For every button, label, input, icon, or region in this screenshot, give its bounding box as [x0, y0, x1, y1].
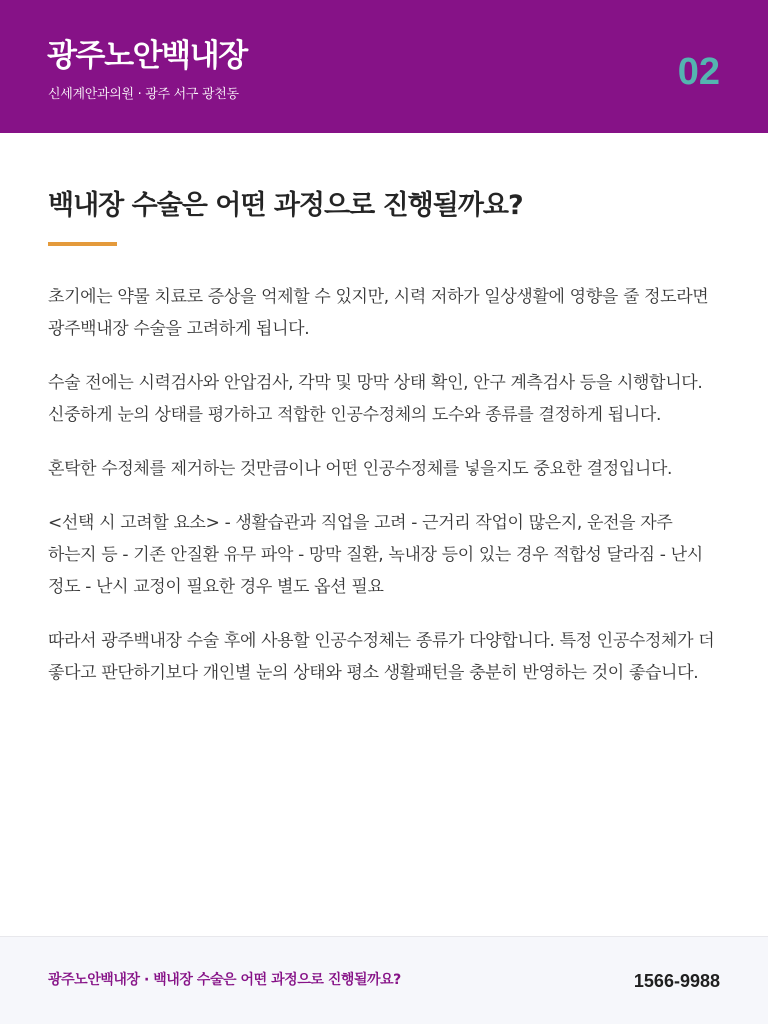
article-paragraph: 초기에는 약물 치료로 증상을 억제할 수 있지만, 시력 저하가 일상생활에 영향을 줄 정도라면 광주백내장 수술을 고려하게 됩니다. [48, 287, 709, 339]
footer-bar [0, 936, 768, 1024]
footer-title: 광주노안백내장 · 백내장 수술은 어떤 과정으로 진행될까요? [48, 972, 401, 988]
header-bar [0, 0, 768, 133]
page-number: 02 [677, 51, 720, 93]
phone-number: 1566-9988 [633, 971, 720, 991]
clinic-subtitle: 신세계안과의원 · 광주 서구 광천동 [48, 87, 239, 102]
article-content [48, 186, 724, 711]
article-paragraph: 혼탁한 수정체를 제거하는 것만큼이나 어떤 인공수정체를 넣을지도 중요한 결정입니다. [48, 459, 673, 479]
article-paragraph: 수술 전에는 시력검사와 안압검사, 각막 및 망막 상태 확인, 안구 계측검사 등을 시행합니다. 신중하게 눈의 상태를 평가하고 적합한 인공수정체의 도수와 종류를 결정하게 됩니다. [48, 373, 703, 425]
brand-title: 광주노안백내장 [47, 38, 247, 74]
article-paragraph: <선택 시 고려할 요소> - 생활습관과 직업을 고려 - 근거리 작업이 많은지, 운전을 자주 하는지 등 - 기존 안질환 유무 파악 - 망막 질환, 녹내장 등이 있는 경우 적합성 달라짐 - 난시 정도 - 난시 교정이 필요한 경우 별도 옵션 필요 [48, 513, 703, 597]
heading-accent-rule [48, 242, 117, 246]
article-paragraph: 따라서 광주백내장 수술 후에 사용할 인공수정체는 종류가 다양합니다. 특정 인공수정체가 더 좋다고 판단하기보다 개인별 눈의 상태와 평소 생활패턴을 충분히 반영하는 것이 좋습니다. [48, 631, 715, 683]
article-title: 백내장 수술은 어떤 과정으로 진행될까요? [48, 190, 523, 221]
